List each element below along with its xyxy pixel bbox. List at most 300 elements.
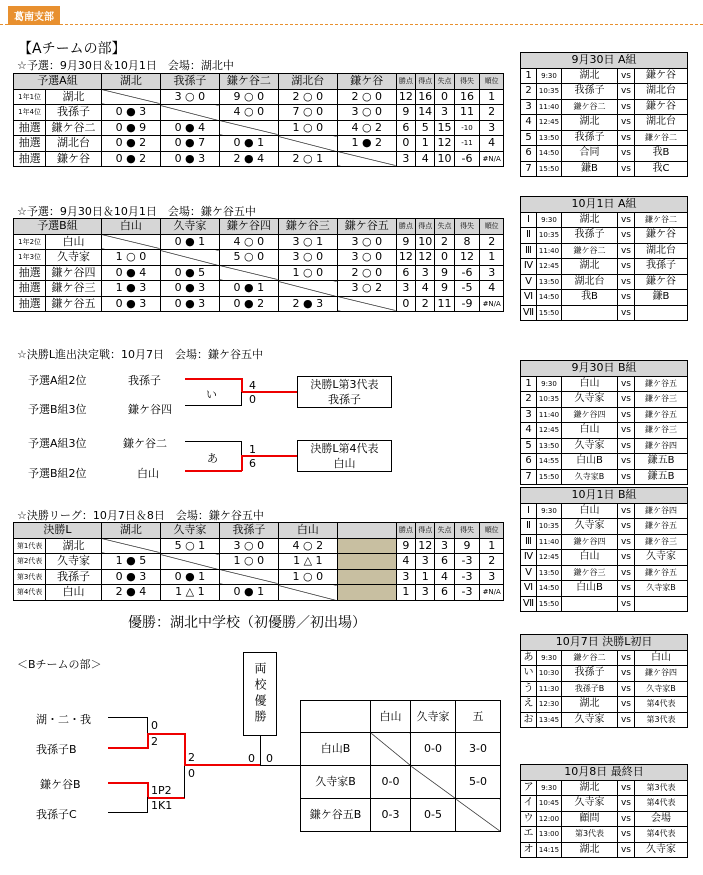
schedule-row bbox=[521, 666, 688, 682]
schedule-cell: 鎌ケ谷 bbox=[635, 274, 688, 290]
schedule-cell: 白山 bbox=[562, 503, 618, 519]
schedule-cell: 白山 bbox=[635, 650, 688, 666]
schedule-cell: vs bbox=[618, 469, 635, 485]
schedule-row bbox=[521, 519, 688, 535]
stat-cell: 15 bbox=[435, 120, 454, 136]
schedule-cell: 久寺家B bbox=[635, 581, 688, 597]
schedule-cell: 11:40 bbox=[537, 534, 562, 550]
schedule-cell: 12:45 bbox=[537, 259, 562, 275]
team-cell: 白山 bbox=[46, 585, 102, 601]
schedule-cell bbox=[635, 305, 688, 321]
schedule-cell: 13:00 bbox=[537, 827, 562, 843]
team-cell: 湖北 bbox=[46, 538, 102, 554]
b-score-f1: 0 bbox=[248, 752, 255, 765]
schedule-cell bbox=[562, 596, 618, 612]
schedule-cell: 9:30 bbox=[537, 68, 562, 84]
b-score-b2: 1K1 bbox=[151, 799, 173, 812]
header-cell: 順位 bbox=[480, 219, 504, 235]
schedule-row bbox=[521, 274, 688, 290]
rank-cell: 抽選 bbox=[14, 120, 46, 136]
schedule-cell: 10:45 bbox=[537, 796, 562, 812]
schedule-cell: 9:30 bbox=[537, 780, 562, 796]
schedule-cell: vs bbox=[618, 842, 635, 858]
po2-result-team: 白山 bbox=[333, 457, 356, 470]
po2-team2: 白山 bbox=[137, 467, 159, 480]
po2-score1: 1 bbox=[249, 443, 256, 456]
blank-cell bbox=[337, 538, 396, 554]
stat-cell: 2 bbox=[416, 296, 435, 312]
result-cell: 5-0 bbox=[456, 766, 501, 799]
result-cell: 0-5 bbox=[411, 799, 456, 832]
header-cell bbox=[301, 701, 371, 733]
result-cell: 3 ○ 2 bbox=[337, 281, 396, 297]
stat-cell: -6 bbox=[454, 151, 480, 167]
schedule-cell: 久寺家 bbox=[562, 519, 618, 535]
schedule-cell: 我孫子 bbox=[562, 228, 618, 244]
stat-cell: 1 bbox=[416, 569, 435, 585]
schedule-cell: 第3代表 bbox=[635, 780, 688, 796]
bracket-line bbox=[184, 733, 186, 766]
schedule-cell: 13:45 bbox=[537, 712, 562, 728]
team-cell: 白山 bbox=[46, 234, 102, 250]
bracket-line bbox=[260, 765, 300, 766]
schedule-cell: vs bbox=[618, 161, 635, 177]
schedule-table bbox=[520, 764, 688, 858]
header-cell: 白山 bbox=[278, 523, 337, 539]
result-cell: 1 ○ 0 bbox=[278, 569, 337, 585]
team-cell: 久寺家B bbox=[301, 766, 371, 799]
header-cell: 勝点 bbox=[396, 74, 415, 90]
stat-cell: 12 bbox=[396, 250, 415, 266]
result-cell: 3 ○ 0 bbox=[337, 105, 396, 121]
schedule-cell: 12:30 bbox=[537, 697, 562, 713]
result-cell: 0 ● 1 bbox=[219, 281, 278, 297]
header-cell: 得失 bbox=[454, 219, 480, 235]
schedule-cell: vs bbox=[618, 454, 635, 470]
schedule-cell: 鎌ケ谷四 bbox=[635, 438, 688, 454]
b-team-4: 我孫子C bbox=[36, 808, 77, 821]
result-cell bbox=[411, 766, 456, 799]
stat-cell: 9 bbox=[396, 234, 415, 250]
schedule-cell: 鎌ケ谷五 bbox=[635, 376, 688, 392]
header-cell bbox=[337, 523, 396, 539]
schedule-cell: 久寺家 bbox=[635, 550, 688, 566]
team-cell: 湖北台 bbox=[46, 136, 102, 152]
schedule-cell: イ bbox=[521, 796, 537, 812]
schedule-cell: vs bbox=[618, 565, 635, 581]
result-cell: 2 ○ 0 bbox=[337, 89, 396, 105]
schedule-cell: vs bbox=[618, 581, 635, 597]
stat-cell: 6 bbox=[435, 585, 454, 601]
schedule-cell: 鎌B bbox=[562, 161, 618, 177]
schedule-cell: 湖北 bbox=[562, 697, 618, 713]
schedule-cell: Ⅳ bbox=[521, 550, 537, 566]
table-row bbox=[14, 281, 504, 297]
rank-cell: 第3代表 bbox=[14, 569, 46, 585]
schedule-cell: 14:55 bbox=[537, 454, 562, 470]
table-row bbox=[14, 569, 504, 585]
qual-b-caption: ☆予選：9月30日＆10月1日 会場：鎌ケ谷五中 bbox=[17, 205, 256, 218]
schedule-cell: 湖北 bbox=[562, 780, 618, 796]
schedule-cell: 12:45 bbox=[537, 550, 562, 566]
schedule-table bbox=[520, 634, 688, 728]
schedule-cell: vs bbox=[618, 212, 635, 228]
rank-cell: 抽選 bbox=[14, 281, 46, 297]
po1-result-box bbox=[297, 376, 392, 408]
result-cell: 1 ○ 0 bbox=[101, 250, 160, 266]
stat-cell: #N/A bbox=[480, 585, 504, 601]
bracket-line bbox=[184, 765, 185, 798]
stat-cell: 3 bbox=[396, 569, 415, 585]
schedule-row bbox=[521, 550, 688, 566]
schedule-cell: 14:15 bbox=[537, 842, 562, 858]
schedule-cell: 鎌ケ谷 bbox=[635, 228, 688, 244]
schedule-row bbox=[521, 376, 688, 392]
schedule-cell: Ⅰ bbox=[521, 212, 537, 228]
header-cell: 得点 bbox=[416, 219, 435, 235]
team-cell: 我孫子 bbox=[46, 105, 102, 121]
schedule-cell: Ⅴ bbox=[521, 565, 537, 581]
header-cell: 湖北 bbox=[101, 523, 160, 539]
po2-seed1: 予選A組3位 bbox=[28, 437, 87, 450]
stat-cell: -3 bbox=[454, 554, 480, 570]
table-row bbox=[301, 733, 501, 766]
result-cell bbox=[160, 105, 219, 121]
b-team-3: 鎌ケ谷B bbox=[40, 778, 81, 791]
bracket-line bbox=[241, 378, 243, 392]
result-cell: 3 ○ 0 bbox=[278, 250, 337, 266]
bracket-line bbox=[241, 455, 243, 471]
result-cell: 4 ○ 2 bbox=[278, 538, 337, 554]
schedule-row bbox=[521, 212, 688, 228]
table-row bbox=[14, 250, 504, 266]
schedule-cell: 鎌ケ谷五 bbox=[635, 519, 688, 535]
final-table bbox=[13, 522, 504, 601]
schedule-cell: vs bbox=[618, 130, 635, 146]
result-cell bbox=[101, 89, 160, 105]
result-cell: 0 ● 3 bbox=[101, 105, 160, 121]
result-cell: 0 ● 3 bbox=[160, 281, 219, 297]
result-cell: 2 ● 4 bbox=[219, 151, 278, 167]
header-cell: 順位 bbox=[480, 523, 504, 539]
schedule-cell: vs bbox=[618, 811, 635, 827]
schedule-cell: あ bbox=[521, 650, 537, 666]
result-cell: 5 ○ 1 bbox=[160, 538, 219, 554]
stat-cell: -3 bbox=[454, 585, 480, 601]
stat-cell: 3 bbox=[435, 538, 454, 554]
stat-cell: 3 bbox=[480, 265, 504, 281]
table-row bbox=[14, 265, 504, 281]
stat-cell: 11 bbox=[454, 105, 480, 121]
schedule-row bbox=[521, 161, 688, 177]
stat-cell: 14 bbox=[416, 105, 435, 121]
result-cell: 9 ○ 0 bbox=[219, 89, 278, 105]
b-team-2: 我孫子B bbox=[36, 743, 77, 756]
schedule-cell: 9:30 bbox=[537, 376, 562, 392]
po2-result-label: 決勝L第4代表 bbox=[310, 442, 379, 455]
result-cell: 4 ○ 0 bbox=[219, 105, 278, 121]
playoff-caption: ☆決勝L進出決定戦：10月7日 会場：鎌ケ谷五中 bbox=[17, 348, 263, 361]
result-cell: 3 ○ 0 bbox=[219, 538, 278, 554]
stat-cell: 6 bbox=[396, 265, 415, 281]
schedule-cell: vs bbox=[618, 519, 635, 535]
team-cell: 鎌ケ谷三 bbox=[46, 281, 102, 297]
header-cell: 勝点 bbox=[396, 523, 415, 539]
schedule-cell: 白山B bbox=[562, 581, 618, 597]
result-cell: 0 ● 2 bbox=[219, 296, 278, 312]
schedule-cell: 11:40 bbox=[537, 99, 562, 115]
schedule-cell: 第4代表 bbox=[635, 827, 688, 843]
schedule-cell: vs bbox=[618, 681, 635, 697]
result-cell: 0 ● 1 bbox=[219, 585, 278, 601]
result-cell: 0 ● 1 bbox=[219, 136, 278, 152]
schedule-cell: vs bbox=[618, 534, 635, 550]
schedule-row bbox=[521, 259, 688, 275]
schedule-cell: vs bbox=[618, 423, 635, 439]
schedule-cell: 鎌ケ谷二 bbox=[562, 243, 618, 259]
stat-cell: 9 bbox=[435, 265, 454, 281]
schedule-cell: 鎌ケ谷二 bbox=[635, 130, 688, 146]
schedule-cell: Ⅰ bbox=[521, 503, 537, 519]
result-cell: 0 ● 1 bbox=[160, 234, 219, 250]
schedule-cell: 湖北 bbox=[562, 259, 618, 275]
result-cell: 0 ● 3 bbox=[101, 296, 160, 312]
stat-cell: 3 bbox=[396, 151, 415, 167]
schedule-cell: Ⅵ bbox=[521, 581, 537, 597]
schedule-cell: 湖北台 bbox=[635, 243, 688, 259]
stat-cell: 16 bbox=[416, 89, 435, 105]
bracket-line bbox=[147, 717, 148, 733]
schedule-table bbox=[520, 196, 688, 321]
schedule-cell: 久寺家 bbox=[635, 842, 688, 858]
header-cell: 順位 bbox=[480, 74, 504, 90]
schedule-cell: 鎌ケ谷二 bbox=[635, 212, 688, 228]
schedule-cell: 合同 bbox=[562, 146, 618, 162]
section-a-title: 【Aチームの部】 bbox=[18, 41, 126, 57]
team-cell: 鎌ケ谷 bbox=[46, 151, 102, 167]
schedule-cell: 15:50 bbox=[537, 161, 562, 177]
result-cell: 0 ● 4 bbox=[101, 265, 160, 281]
bracket-line bbox=[185, 470, 242, 472]
table-row bbox=[14, 120, 504, 136]
schedule-row bbox=[521, 305, 688, 321]
stat-cell: -9 bbox=[454, 296, 480, 312]
result-cell bbox=[219, 569, 278, 585]
stat-cell: 6 bbox=[396, 120, 415, 136]
table-row bbox=[14, 585, 504, 601]
result-cell: 3 ○ 0 bbox=[337, 234, 396, 250]
header-cell: 失点 bbox=[435, 219, 454, 235]
schedule-row bbox=[521, 454, 688, 470]
stat-cell: 4 bbox=[416, 281, 435, 297]
schedule-row bbox=[521, 68, 688, 84]
result-cell: 2 ○ 0 bbox=[337, 265, 396, 281]
schedule-cell: 鎌五B bbox=[635, 469, 688, 485]
table-header-row bbox=[14, 74, 504, 90]
header-cell: 得失 bbox=[454, 74, 480, 90]
result-cell bbox=[219, 120, 278, 136]
schedule-cell: vs bbox=[618, 305, 635, 321]
schedule-cell: 久寺家 bbox=[562, 712, 618, 728]
header-cell: 五 bbox=[456, 701, 501, 733]
schedule-cell: 9:30 bbox=[537, 212, 562, 228]
stat-cell: 2 bbox=[435, 234, 454, 250]
stat-cell: 4 bbox=[416, 151, 435, 167]
bracket-line bbox=[185, 378, 242, 380]
result-cell: 2 ○ 1 bbox=[278, 151, 337, 167]
stat-cell: 9 bbox=[435, 281, 454, 297]
schedule-cell: vs bbox=[618, 376, 635, 392]
schedule-cell: vs bbox=[618, 780, 635, 796]
schedule-cell: 鎌五B bbox=[635, 454, 688, 470]
table-row bbox=[14, 151, 504, 167]
schedule-row bbox=[521, 596, 688, 612]
stat-cell: -10 bbox=[454, 120, 480, 136]
schedule-table bbox=[520, 360, 688, 485]
b-score-a1: 0 bbox=[151, 719, 158, 732]
po2-code: あ bbox=[207, 452, 218, 465]
schedule-cell: 2 bbox=[521, 392, 537, 408]
schedule-title: 10月1日 B組 bbox=[521, 488, 688, 504]
result-cell: 0-0 bbox=[411, 733, 456, 766]
schedule-cell: 第3代表 bbox=[635, 712, 688, 728]
bracket-line bbox=[260, 736, 261, 766]
header-cell: 鎌ケ谷 bbox=[337, 74, 396, 90]
schedule-cell: 5 bbox=[521, 130, 537, 146]
team-cell: 湖北 bbox=[46, 89, 102, 105]
header-cell: 久寺家 bbox=[411, 701, 456, 733]
team-cell: 鎌ケ谷五B bbox=[301, 799, 371, 832]
schedule-row bbox=[521, 115, 688, 131]
schedule-cell: vs bbox=[618, 146, 635, 162]
stat-cell: #N/A bbox=[480, 296, 504, 312]
bracket-line bbox=[185, 405, 242, 406]
header-cell: 久寺家 bbox=[160, 219, 219, 235]
schedule-row bbox=[521, 811, 688, 827]
header-cell: 失点 bbox=[435, 74, 454, 90]
victory-text: 優勝：湖北中学校（初優勝／初出場） bbox=[128, 615, 366, 631]
rank-cell: 1年3位 bbox=[14, 250, 46, 266]
po2-seed2: 予選B組2位 bbox=[28, 467, 87, 480]
schedule-row bbox=[521, 712, 688, 728]
stat-cell: 9 bbox=[396, 538, 415, 554]
schedule-cell: Ⅵ bbox=[521, 290, 537, 306]
schedule-title: 10月1日 A組 bbox=[521, 197, 688, 213]
branch-tag: 葛南支部 bbox=[8, 6, 60, 25]
result-cell: 2 ● 3 bbox=[278, 296, 337, 312]
result-cell: 3 ○ 1 bbox=[278, 234, 337, 250]
table-header-row bbox=[14, 523, 504, 539]
schedule-cell: 鎌ケ谷三 bbox=[562, 565, 618, 581]
header-divider bbox=[0, 24, 703, 25]
schedule-row bbox=[521, 423, 688, 439]
po1-seed1: 予選A組2位 bbox=[28, 374, 87, 387]
stat-cell: 9 bbox=[454, 538, 480, 554]
table-header-row bbox=[301, 701, 501, 733]
result-cell: 4 ○ 0 bbox=[219, 234, 278, 250]
stat-cell: -5 bbox=[454, 281, 480, 297]
b-score-f2: 0 bbox=[266, 752, 273, 765]
header-cell: 久寺家 bbox=[160, 523, 219, 539]
schedule-cell: 10:35 bbox=[537, 84, 562, 100]
team-cell: 白山B bbox=[301, 733, 371, 766]
schedule-cell: Ⅱ bbox=[521, 519, 537, 535]
bracket-line bbox=[108, 747, 148, 749]
schedule-cell: 13:50 bbox=[537, 130, 562, 146]
rank-cell: 抽選 bbox=[14, 296, 46, 312]
schedule-cell: vs bbox=[618, 650, 635, 666]
b-league-table bbox=[300, 700, 501, 832]
header-cell: 鎌ケ谷三 bbox=[278, 219, 337, 235]
header-cell: 我孫子 bbox=[219, 523, 278, 539]
schedule-cell: 11:30 bbox=[537, 681, 562, 697]
team-cell: 鎌ケ谷五 bbox=[46, 296, 102, 312]
schedule-cell: 白山 bbox=[562, 423, 618, 439]
schedule-cell: 7 bbox=[521, 161, 537, 177]
schedule-cell: ア bbox=[521, 780, 537, 796]
schedule-cell: 鎌ケ谷四 bbox=[635, 666, 688, 682]
schedule-cell: 1 bbox=[521, 68, 537, 84]
schedule-cell: vs bbox=[618, 712, 635, 728]
schedule-cell: 第4代表 bbox=[635, 697, 688, 713]
result-cell: 1 ○ 0 bbox=[219, 554, 278, 570]
stat-cell: 3 bbox=[416, 265, 435, 281]
result-cell: 0 ● 7 bbox=[160, 136, 219, 152]
header-cell: 湖北 bbox=[101, 74, 160, 90]
schedule-cell: 我孫子B bbox=[562, 681, 618, 697]
schedule-cell: 10:30 bbox=[537, 666, 562, 682]
po1-team2: 鎌ケ谷四 bbox=[128, 403, 172, 416]
schedule-cell: 1 bbox=[521, 376, 537, 392]
bracket-line bbox=[147, 797, 148, 813]
result-cell bbox=[337, 151, 396, 167]
stat-cell: 10 bbox=[435, 151, 454, 167]
stat-cell: 12 bbox=[416, 538, 435, 554]
schedule-cell: 白山 bbox=[562, 376, 618, 392]
po2-team1: 鎌ケ谷二 bbox=[123, 437, 167, 450]
schedule-title-row bbox=[521, 635, 688, 651]
header-cell: 得点 bbox=[416, 523, 435, 539]
header-cell: 湖北台 bbox=[278, 74, 337, 90]
stat-cell: 11 bbox=[435, 296, 454, 312]
schedule-row bbox=[521, 796, 688, 812]
result-cell: 1 ● 5 bbox=[101, 554, 160, 570]
schedule-cell: 白山 bbox=[562, 550, 618, 566]
result-cell: 0 ● 3 bbox=[160, 296, 219, 312]
schedule-cell: vs bbox=[618, 259, 635, 275]
po2-result-box bbox=[297, 440, 392, 472]
po2-score2: 6 bbox=[249, 457, 256, 470]
header-cell: 我孫子 bbox=[160, 74, 219, 90]
schedule-cell: 6 bbox=[521, 454, 537, 470]
result-cell: 5 ○ 0 bbox=[219, 250, 278, 266]
schedule-cell: 我孫子 bbox=[635, 259, 688, 275]
stat-cell: 3 bbox=[480, 120, 504, 136]
schedule-cell: 2 bbox=[521, 84, 537, 100]
rank-cell: 1年2位 bbox=[14, 234, 46, 250]
schedule-cell: ウ bbox=[521, 811, 537, 827]
schedule-cell: 15:50 bbox=[537, 469, 562, 485]
bracket-line bbox=[147, 733, 149, 749]
schedule-row bbox=[521, 650, 688, 666]
schedule-cell: Ⅲ bbox=[521, 243, 537, 259]
bracket-line bbox=[147, 782, 149, 798]
stat-cell: 4 bbox=[396, 554, 415, 570]
schedule-cell: vs bbox=[618, 68, 635, 84]
result-cell: 3 ○ 0 bbox=[160, 89, 219, 105]
schedule-cell: vs bbox=[618, 503, 635, 519]
schedule-cell: 13:50 bbox=[537, 274, 562, 290]
